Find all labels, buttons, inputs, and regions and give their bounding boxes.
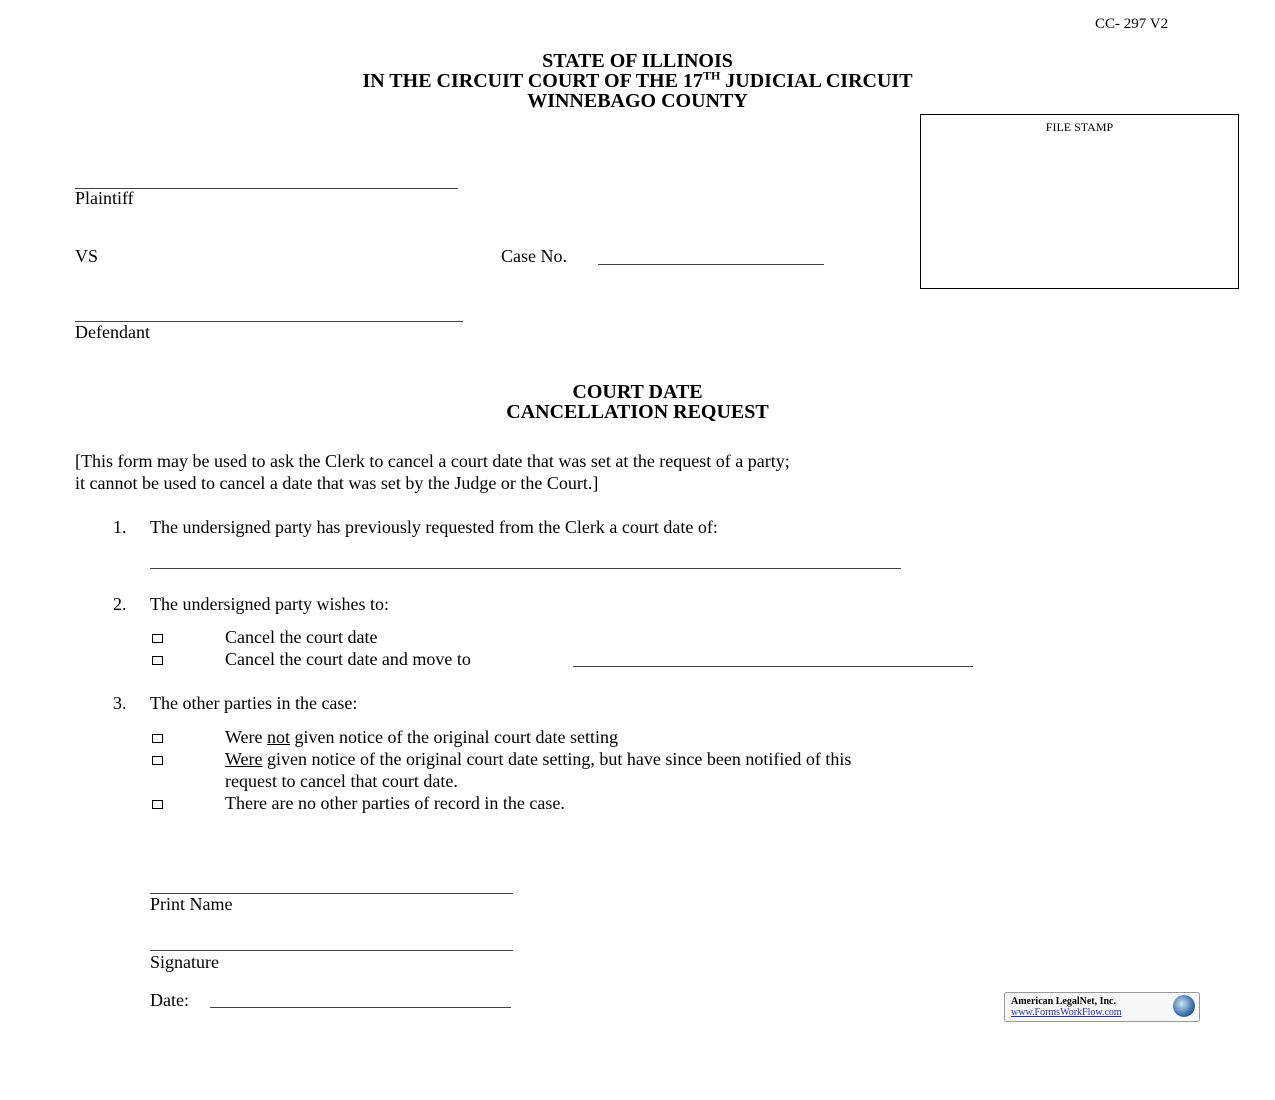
file-stamp-label: FILE STAMP <box>1045 120 1114 134</box>
intro-line2: it cannot be used to cancel a date that was set by the Judge or the Court.] <box>75 473 599 493</box>
header-county: WINNEBAGO COUNTY <box>527 90 748 112</box>
file-stamp-box <box>920 114 1239 289</box>
header-state: STATE OF ILLINOIS <box>542 50 733 72</box>
checkbox-no-other-parties[interactable] <box>152 800 163 809</box>
option-text: given notice of the original court date setting, but have since been notified of this <box>262 749 852 769</box>
checkbox-cancel-move[interactable] <box>152 656 163 665</box>
option-underlined: Were <box>225 749 263 769</box>
option-not-given-notice <box>225 727 618 748</box>
header-court-text: IN THE CIRCUIT COURT OF THE 17 <box>362 70 703 92</box>
option-given-notice-cont: request to cancel that court date. <box>225 771 458 791</box>
option-text: given notice of the original court date setting <box>290 727 618 747</box>
title-line2: CANCELLATION REQUEST <box>506 401 769 423</box>
vs-label: VS <box>75 246 99 266</box>
intro-line1: [This form may be used to ask the Clerk to cancel a court date that was set at the request of a party; <box>75 451 790 471</box>
logo-url[interactable]: www.FormsWorkFlow.com <box>1011 1007 1122 1018</box>
american-legalnet-logo[interactable] <box>1004 992 1200 1022</box>
item2-number: 2. <box>113 594 127 614</box>
header-court-text-2: JUDICIAL CIRCUIT <box>720 70 913 92</box>
item1-text: The undersigned party has previously requested from the Clerk a court date of: <box>150 517 718 537</box>
item2-text: The undersigned party wishes to: <box>150 594 389 614</box>
title-line1: COURT DATE <box>572 381 703 403</box>
signature-label: Signature <box>150 952 219 972</box>
checkbox-not-given-notice[interactable] <box>152 734 163 743</box>
signature-line[interactable] <box>150 950 513 951</box>
case-no-line[interactable] <box>598 264 824 265</box>
option-cancel-move: Cancel the court date and move to <box>225 649 471 669</box>
date-line[interactable] <box>210 1007 511 1008</box>
item3-text: The other parties in the case: <box>150 693 358 713</box>
logo-company: American LegalNet, Inc. <box>1011 996 1116 1007</box>
option-no-other-parties: There are no other parties of record in the case. <box>225 793 565 813</box>
print-name-label: Print Name <box>150 894 233 914</box>
item3-number: 3. <box>113 693 127 713</box>
move-to-line[interactable] <box>573 666 973 667</box>
header-court <box>0 68 1275 92</box>
plaintiff-label: Plaintiff <box>75 188 134 208</box>
globe-icon <box>1173 995 1195 1017</box>
option-text: Were <box>225 727 268 747</box>
form-id: CC- 297 V2 <box>1095 16 1169 32</box>
option-given-notice <box>225 749 851 770</box>
header-court-sup: TH <box>702 68 721 83</box>
defendant-label: Defendant <box>75 322 150 342</box>
checkbox-cancel[interactable] <box>152 634 163 643</box>
case-no-label: Case No. <box>501 246 567 266</box>
court-date-line[interactable] <box>150 568 901 569</box>
option-cancel: Cancel the court date <box>225 627 378 647</box>
date-label: Date: <box>150 990 189 1010</box>
checkbox-given-notice[interactable] <box>152 756 163 765</box>
item1-number: 1. <box>113 517 127 537</box>
option-underlined: not <box>267 727 291 747</box>
